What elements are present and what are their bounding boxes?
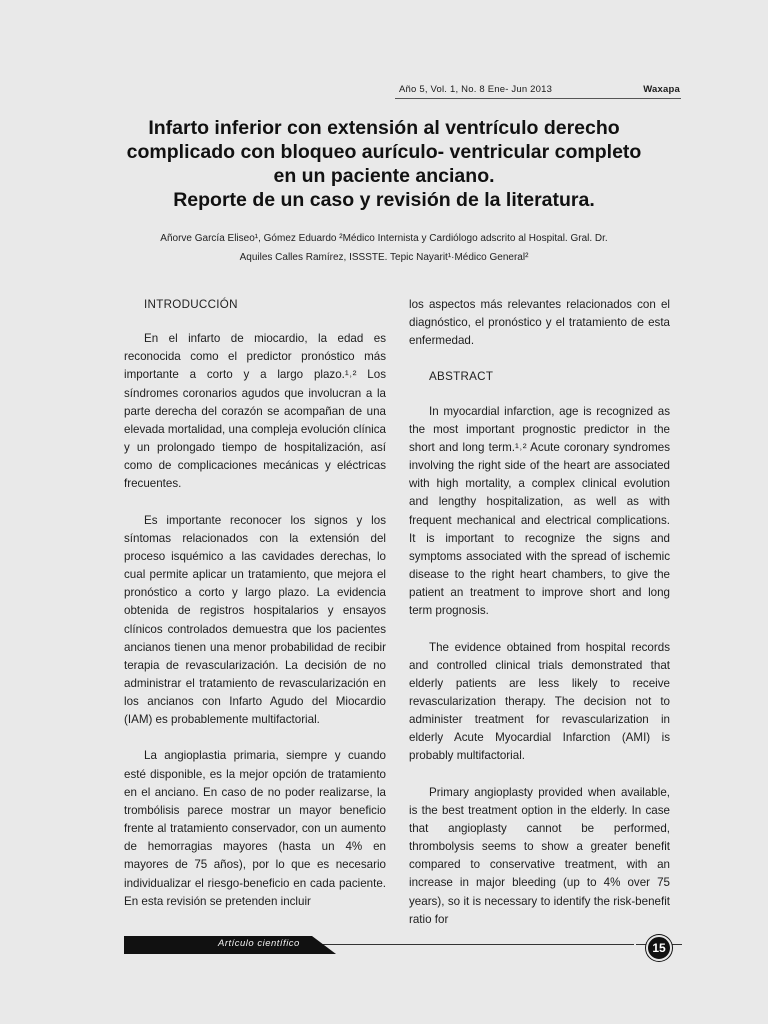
title-line: complicado con bloqueo aurículo- ventricular completo <box>126 141 642 163</box>
paragraph: The evidence obtained from hospital records and controlled clinical trials demonstrated that elderly patients are less likely to receive revascularization therapy. The decision not to administer treatment for revascularization in elderly Acute Myocardial Infarction (AMI) is probably multifactorial. <box>409 640 670 763</box>
journal-name: Waxapa <box>643 84 680 95</box>
section-heading-abstract: ABSTRACT <box>429 370 494 384</box>
paragraph: In myocardial infarction, age is recognized as the most important prognostic predictor in the short and long term.¹˒² Acute coronary syndromes involving the right side of the heart are associated with high mortality, a complex clinical evolution and lengthy hospitalization, as well as with frequent mechanical and electrical complications. It is important to recognize the signs and symptoms associated with the spread of ischemic disease to the right heart chambers, to give the patient an treatment to improve short and long term prognosis. <box>409 404 670 618</box>
section-heading-introduccion: INTRODUCCIÓN <box>144 298 238 311</box>
article-title <box>40 116 728 212</box>
page-number: 15 <box>652 941 666 955</box>
paragraph: los aspectos más relevantes relacionados con el diagnóstico, el pronóstico y el tratamiento de esta enfermedad. <box>409 298 670 348</box>
author-line: Aquiles Calles Ramírez, ISSSTE. Tepic Nayarit¹·Médico General² <box>239 252 529 263</box>
paragraph: Es importante reconocer los signos y los síntomas relacionados con la extensión del proceso isquémico a las cavidades derechas, lo cual permite aplicar un tratamiento, que mejora el pronóstico a corto y largo plazo. La evidencia obtenida de registros hospitalarios y ensayos clínicos controlados demuestra que los pacientes ancianos tienen una menor probabilidad de recibir terapia de revascularización. La decisión de no administrar el tratamiento de revascularización en los ancianos con Infarto Agudo del Miocardio (IAM) es probablemente multifactorial. <box>124 513 386 727</box>
running-header <box>399 84 680 95</box>
page-number-badge <box>646 935 672 961</box>
paragraph: La angioplastia primaria, siempre y cuando esté disponible, es la mejor opción de tratamiento en el anciano. En caso de no poder realizarse, la trombólisis parece mostrar un mayor beneficio frente al tratamiento conservador, con un aumento de hemorragias mayores (hasta un 4% en mayores de 75 años), por lo que es necesario individualizar el riesgo-beneficio en cada paciente. En esta revisión se pretenden incluir <box>124 749 386 908</box>
paragraph: En el infarto de miocardio, la edad es reconocida como el predictor pronóstico más importante a corto y a largo plazo.¹˒² Los síndromes coronarios agudos que involucran a la parte derecha del corazón se acompañan de una elevada mortalidad, una compleja evolución clínica y un prolongado tiempo de hospitalización, así como de complicaciones mecánicas y eléctricas frecuentes. <box>124 332 386 491</box>
author-line: Añorve García Eliseo¹, Gómez Eduardo ²Médico Internista y Cardiólogo adscrito al Hospital. Gral. Dr. <box>160 233 608 244</box>
paragraph: Primary angioplasty provided when available, is the best treatment option in the elderly. In case that angioplasty cannot be performed, thrombolysis seems to show a greater benefit compared to conservative treatment, with an increase in major bleeding (up to 4% over 75 years), so it is necessary to identify the risk-benefit ratio for <box>409 785 670 926</box>
author-affiliations <box>40 229 728 267</box>
left-column <box>124 296 386 911</box>
title-line: Infarto inferior con extensión al ventrículo derecho <box>148 117 620 139</box>
right-column <box>409 296 670 929</box>
title-line: en un paciente anciano. <box>273 165 495 187</box>
issue-info: Año 5, Vol. 1, No. 8 Ene- Jun 2013 <box>399 84 553 95</box>
section-label: Artículo científico <box>218 938 300 949</box>
header-rule <box>395 98 681 99</box>
title-line: Reporte de un caso y revisión de la literatura. <box>173 189 595 211</box>
